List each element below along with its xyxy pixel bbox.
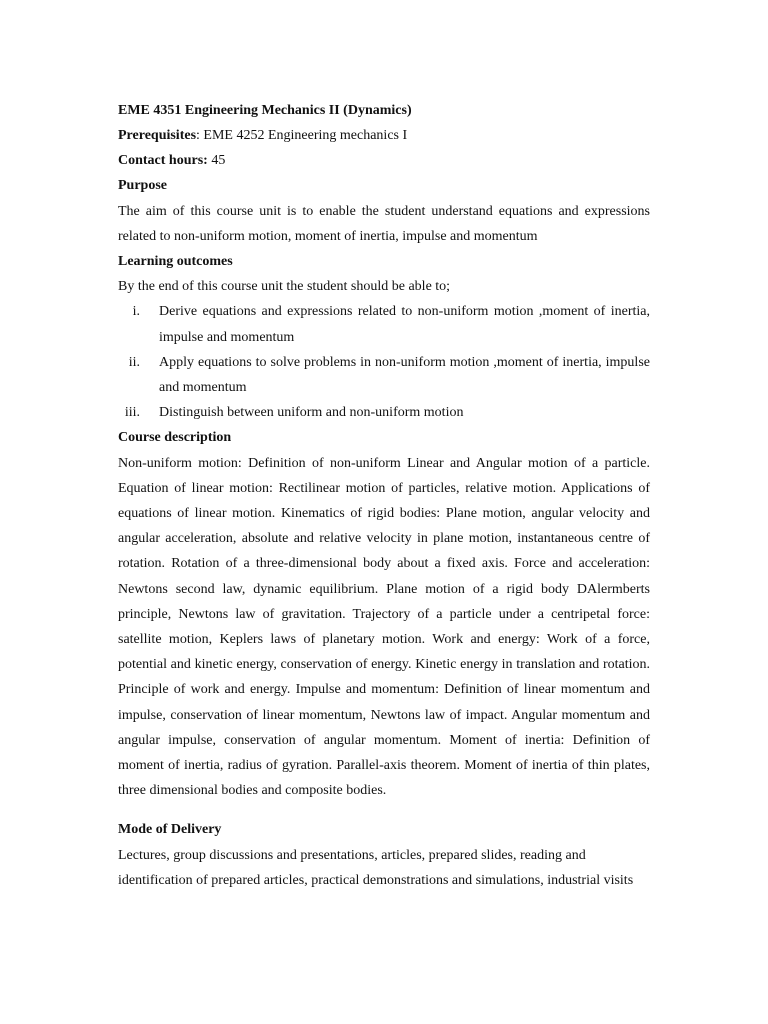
section-gap (118, 803, 650, 817)
course-description-heading: Course description (118, 430, 232, 446)
document-page (118, 98, 650, 893)
list-item-text: Derive equations and expressions related to non-uniform motion ,moment of inertia, impulse and momentum (159, 304, 650, 345)
contact-hours-label: Contact hours: (118, 153, 208, 169)
mode-of-delivery-heading: Mode of Delivery (118, 822, 222, 838)
purpose-heading: Purpose (118, 178, 167, 194)
learning-outcomes-list (118, 299, 650, 425)
list-item-text: Apply equations to solve problems in non-uniform motion ,moment of inertia, impulse and momentum (159, 354, 650, 396)
list-item-number: ii. (128, 354, 140, 370)
course-title: EME 4351 Engineering Mechanics II (Dynamics) (118, 103, 412, 118)
mode-of-delivery-line-1: Lectures, group discussions and presentations, articles, prepared slides, reading and (118, 847, 586, 863)
list-item (118, 400, 650, 425)
learning-outcomes-intro: By the end of this course unit the student should be able to; (118, 279, 451, 295)
list-item-number: iii. (124, 405, 140, 421)
list-item-text: Distinguish between uniform and non-uniform motion (159, 405, 464, 421)
course-description-text: Non-uniform motion: Definition of non-uniform Linear and Angular motion of a particle. Equation of linear motion: Rectilinear motion of particles, relative motion. Applications of equations of linear motion. Kinematics of rigid bodies: Plane motion, angular velocity and angular acceleration, absolute and relative velocity in plane motion, instantaneous centre of rotation. Rotation of a three-dimensional body about a fixed axis. Force and acceleration: Newtons second law, dynamic equilibrium. Plane motion of a rigid body DAlermberts principle, Newtons law of gravitation. Trajectory of a particle under a centripetal force: satellite motion, Keplers laws of planetary motion. Work and energy: Work of a force, potential and kinetic energy, conservation of energy. Kinetic energy in translation and rotation. Principle of work and energy. Impulse and momentum: Definition of linear momentum and impulse, conservation of linear momentum, Newtons law of impact. Angular momentum and angular impulse, conservation of angular momentum. Moment of inertia: Definition of moment of inertia, radius of gyration. Parallel-axis theorem. Moment of inertia of thin plates, three dimensional bodies and composite bodies. (118, 455, 650, 799)
list-item (118, 299, 650, 349)
mode-of-delivery-line-2: identification of prepared articles, practical demonstrations and simulations, industrial visits (118, 872, 634, 888)
list-item-number: i. (132, 304, 140, 320)
list-item (118, 350, 650, 400)
prerequisites-label: Prerequisites (118, 128, 197, 143)
prerequisites-value: : EME 4252 Engineering mechanics I (196, 128, 408, 143)
contact-hours-value: 45 (207, 153, 226, 169)
learning-outcomes-heading: Learning outcomes (118, 254, 233, 270)
prerequisites-line (118, 123, 650, 148)
contact-hours-line (118, 148, 650, 173)
purpose-text: The aim of this course unit is to enable the student understand equations and expressions related to non-uniform motion, moment of inertia, impulse and momentum (118, 203, 650, 244)
